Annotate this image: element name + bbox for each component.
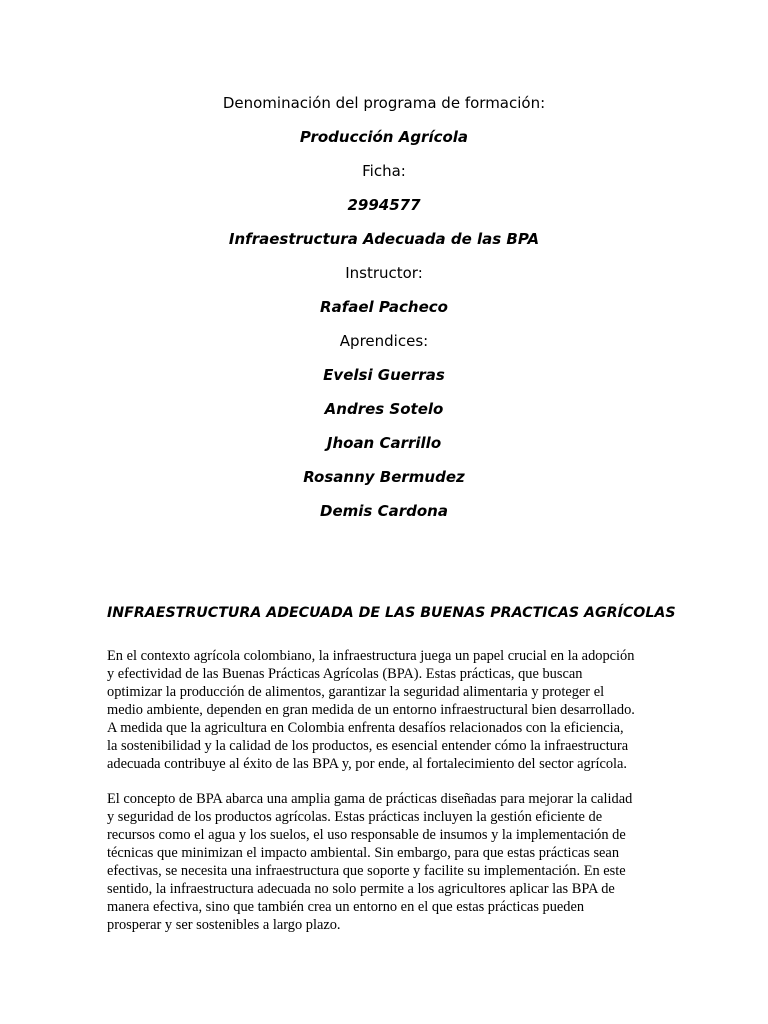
apprentice-name: Andres Sotelo	[324, 400, 444, 418]
program-label: Denominación del programa de formación:	[222, 94, 546, 112]
instructor-name: Rafael Pacheco	[320, 298, 448, 316]
paragraph-line: optimizar la producción de alimentos, garantizar la seguridad alimentaria y proteger el	[107, 684, 605, 700]
paragraph-line: manera efectiva, sino que también crea un entorno en el que estas prácticas pueden	[107, 899, 585, 915]
program-name: Producción Agrícola	[299, 128, 469, 146]
apprentice-name: Evelsi Guerras	[323, 366, 445, 384]
paragraph-line: recursos como el agua y los suelos, el uso responsable de insumos y la implementación de	[107, 827, 626, 843]
paragraph-line: adecuada contribuye al éxito de las BPA y, por ende, al fortalecimiento del sector agrícola.	[107, 756, 628, 772]
apprentices-label: Aprendices:	[339, 332, 429, 350]
document-topic: Infraestructura Adecuada de las BPA	[228, 230, 540, 248]
paragraph-line: medio ambiente, dependen en gran medida de un entorno infraestructural bien desarrollado.	[107, 702, 635, 718]
paragraph-line: efectivas, se necesita una infraestructura que soporte y facilite su implementación. En este	[107, 863, 626, 879]
instructor-label: Instructor:	[345, 264, 423, 282]
apprentice-name: Jhoan Carrillo	[326, 434, 442, 452]
apprentice-name: Demis Cardona	[320, 502, 448, 520]
cover-block	[0, 90, 768, 532]
paragraph-line: En el contexto agrícola colombiano, la infraestructura juega un papel crucial en la adopción	[107, 648, 635, 664]
paragraph-intro	[107, 647, 667, 773]
ficha-label: Ficha:	[362, 162, 406, 180]
ficha-number: 2994577	[347, 196, 421, 214]
paragraph-line: El concepto de BPA abarca una amplia gama de prácticas diseñadas para mejorar la calidad	[107, 791, 633, 807]
paragraph-line: prosperar y ser sostenibles a largo plazo.	[107, 917, 341, 933]
paragraph-line: y seguridad de los productos agrícolas. Estas prácticas incluyen la gestión eficiente de	[107, 809, 603, 825]
section-heading: INFRAESTRUCTURA ADECUADA DE LAS BUENAS PRACTICAS AGRÍCOLAS	[107, 605, 676, 621]
paragraph-line: A medida que la agricultura en Colombia enfrenta desafíos relacionados con la eficiencia,	[107, 720, 624, 736]
paragraph-line: y efectividad de las Buenas Prácticas Agrícolas (BPA). Estas prácticas, que buscan	[107, 666, 583, 682]
paragraph-bpa-concept	[107, 790, 667, 934]
paragraph-line: técnicas que minimizan el impacto ambiental. Sin embargo, para que estas prácticas sean	[107, 845, 620, 861]
paragraph-line: sentido, la infraestructura adecuada no solo permite a los agricultores aplicar las BPA de	[107, 881, 615, 897]
paragraph-line: la sostenibilidad y la calidad de los productos, es esencial entender cómo la infraestructura	[107, 738, 629, 754]
apprentice-name: Rosanny Bermudez	[303, 468, 465, 486]
